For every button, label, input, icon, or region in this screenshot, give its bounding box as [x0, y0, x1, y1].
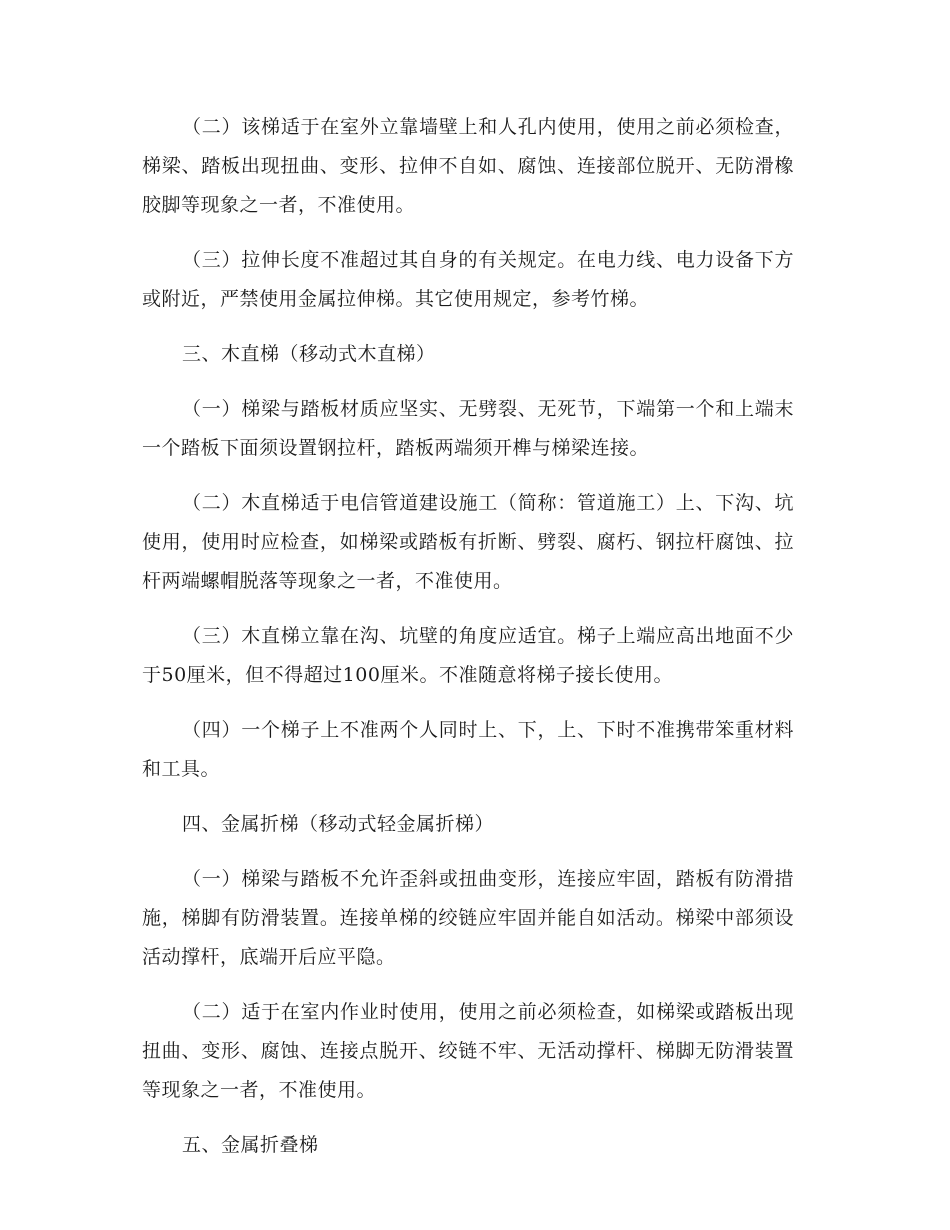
paragraph-ladder-outdoor-use: （二）该梯适于在室外立靠墙壁上和人孔内使用，使用之前必须检查，梯梁、踏板出现扭曲、变形、拉伸不自如、腐蚀、连接部位脱开、无防滑橡胶脚等现象之一者，不准使用。 — [142, 116, 794, 216]
section-heading-metal-folding: 四、金属折梯（移动式轻金属折梯） — [182, 813, 495, 835]
paragraph-wooden-usage: （二）木直梯适于电信管道建设施工（简称：管道施工）上、下沟、坑使用，使用时应检查，如梯梁或踏板有折断、劈裂、腐朽、钢拉杆腐蚀、拉杆两端螺帽脱落等现象之一者，不准使用。 — [142, 492, 794, 592]
paragraph-wooden-angle: （三）木直梯立靠在沟、坑壁的角度应适宜。梯子上端应高出地面不少于50厘米，但不得超过100厘米。不准随意将梯子接长使用。 — [142, 625, 794, 686]
paragraph-metal-structure: （一）梯梁与踏板不允许歪斜或扭曲变形，连接应牢固，踏板有防滑措施，梯脚有防滑装置。连接单梯的绞链应牢固并能自如活动。梯梁中部须设活动撑杆，底端开后应平隐。 — [142, 868, 794, 968]
section-heading-wooden-ladder: 三、木直梯（移动式木直梯） — [182, 343, 436, 365]
paragraph-wooden-one-person: （四）一个梯子上不准两个人同时上、下，上、下时不准携带笨重材料和工具。 — [142, 719, 794, 780]
document-body — [142, 108, 794, 1181]
section-heading-metal-folding-ladder: 五、金属折叠梯 — [182, 1134, 319, 1156]
paragraph-metal-indoor-use: （二）适于在室内作业时使用，使用之前必须检查，如梯梁或踏板出现扭曲、变形、腐蚀、连接点脱开、绞链不牢、无活动撑杆、梯脚无防滑装置等现象之一者，不准使用。 — [142, 1001, 794, 1101]
paragraph-extension-length: （三）拉伸长度不准超过其自身的有关规定。在电力线、电力设备下方或附近，严禁使用金属拉伸梯。其它使用规定，参考竹梯。 — [142, 249, 794, 310]
paragraph-wooden-material: （一）梯梁与踏板材质应坚实、无劈裂、无死节，下端第一个和上端末一个踏板下面须设置钢拉杆，踏板两端须开榫与梯梁连接。 — [142, 398, 794, 459]
